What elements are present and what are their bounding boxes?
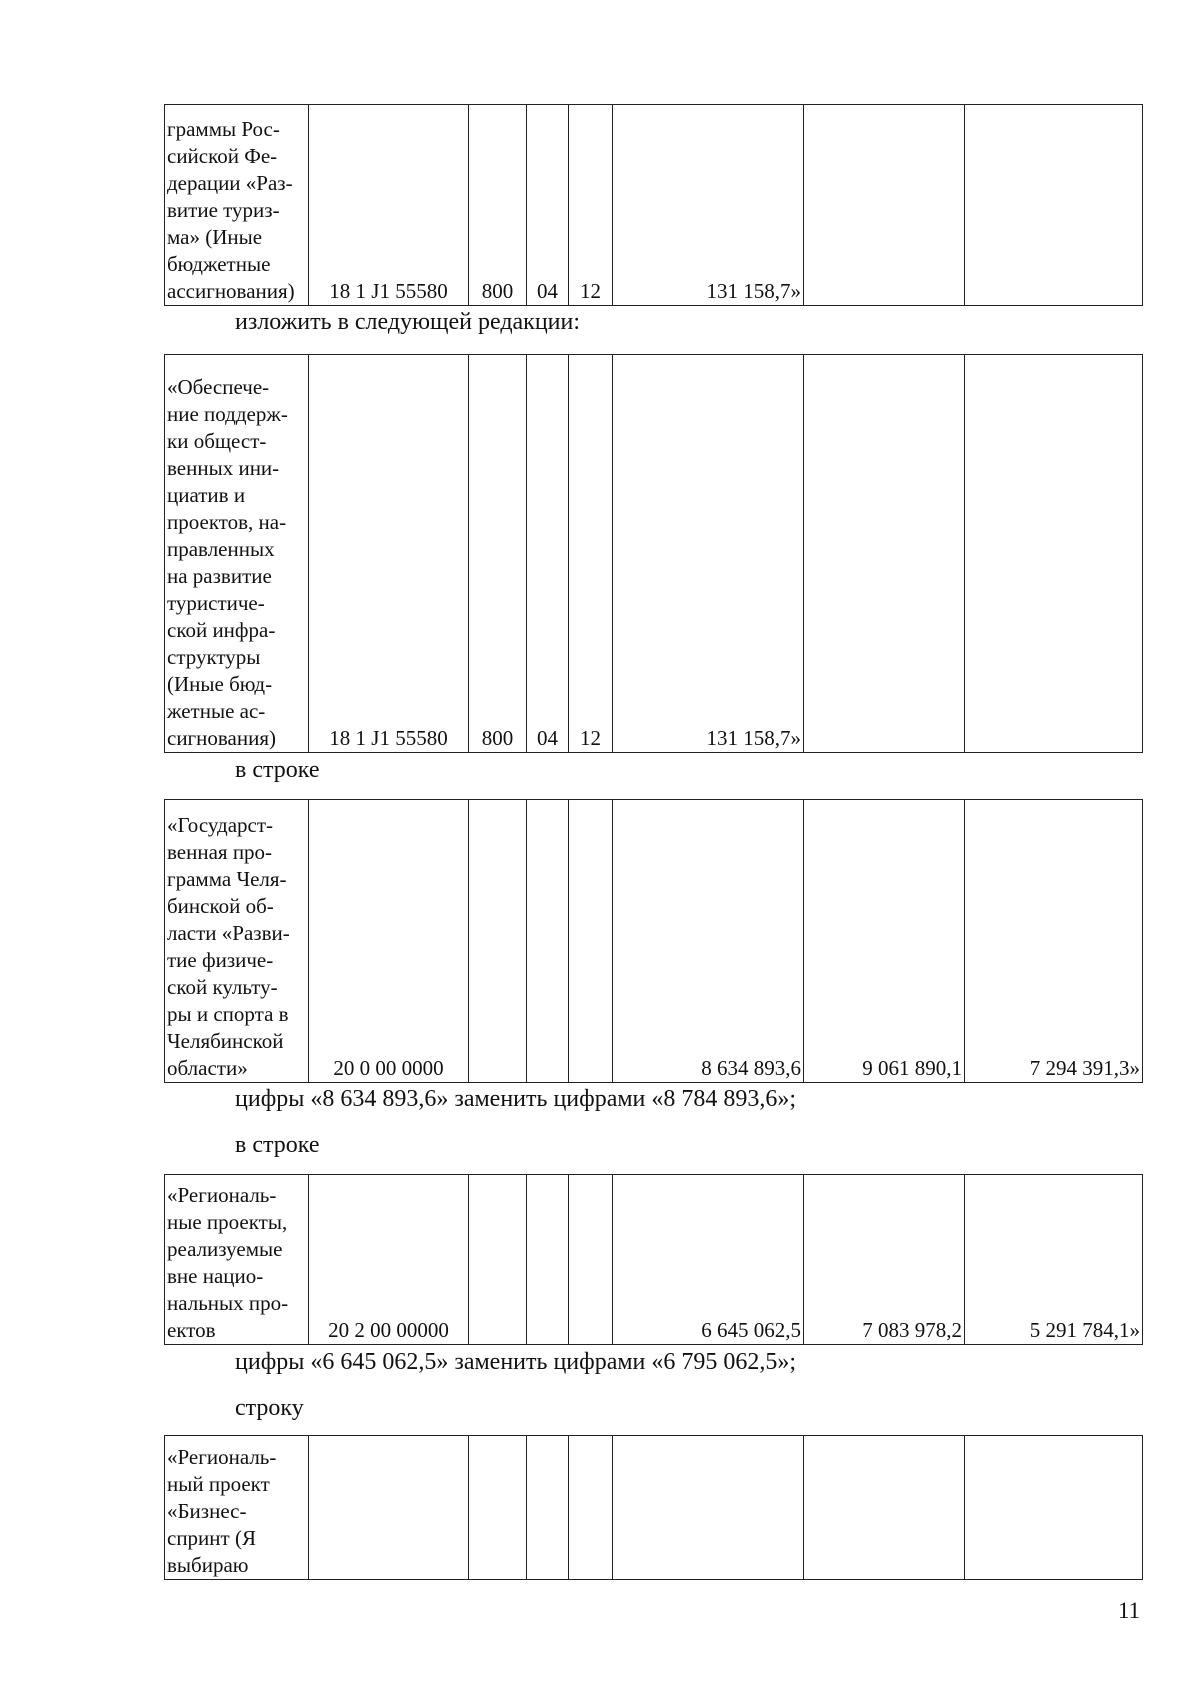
name-line: грамма Челя- [167,867,287,891]
subsection-cell: 12 [569,105,613,306]
name-line: сийской Фе- [167,144,278,168]
expense-type-cell [469,1175,527,1345]
name-line: ки общест- [167,429,267,453]
section-cell: 04 [527,105,569,306]
name-line: вне нацио- [167,1264,264,1288]
sum-year3-cell [965,1436,1143,1580]
name-line: ласти «Разви- [167,921,290,945]
sum-year1-cell: 131 158,7» [613,105,804,306]
name-line: ской культу- [167,975,278,999]
name-line: ние поддерж- [167,402,288,426]
expense-type-cell: 800 [469,355,527,753]
name-line: Челябинской [167,1029,284,1053]
sum-year3-cell: 5 291 784,1» [965,1175,1143,1345]
name-line: ные проекты, [167,1210,288,1234]
expense-type-cell [469,800,527,1083]
name-line: выбираю [167,1553,249,1577]
target-code-cell: 18 1 J1 55580 [309,355,469,753]
subsection-cell [569,1436,613,1580]
name-line: дерации «Раз- [167,171,293,195]
target-code-cell: 18 1 J1 55580 [309,105,469,306]
name-line: области» [167,1056,248,1080]
table-row-sport-program [164,799,1143,1083]
instruction-text: в строке [235,1132,320,1158]
section-cell [527,1436,569,1580]
instruction-text: цифры «6 645 062,5» заменить цифрами «6 795 062,5»; [235,1349,797,1375]
name-line: жетные ас- [167,699,266,723]
name-line: бинской об- [167,894,274,918]
page-number: 11 [1118,1598,1141,1623]
sum-year3-cell: 7 294 391,3» [965,800,1143,1083]
subsection-cell: 12 [569,355,613,753]
name-line: ма» (Иные [167,225,263,249]
sum-year2-cell [804,105,965,306]
name-line: ры и спорта в [167,1002,289,1026]
instruction-text: цифры «8 634 893,6» заменить цифрами «8 784 893,6»; [235,1086,797,1112]
sum-year3-cell [965,355,1143,753]
name-line: ассигнования) [167,279,295,303]
row-name-cell [165,1175,309,1345]
name-line: туристиче- [167,591,265,615]
sum-year2-cell [804,355,965,753]
table-row-tourism [164,104,1143,306]
section-cell: 04 [527,355,569,753]
instruction-text: в строке [235,757,320,783]
name-line: нальных про- [167,1291,289,1315]
expense-type-cell: 800 [469,105,527,306]
name-line: на развитие [167,564,272,588]
sum-year1-cell: 6 645 062,5 [613,1175,804,1345]
name-line: тие физиче- [167,948,274,972]
name-line: венных ини- [167,456,280,480]
section-cell [527,800,569,1083]
name-line: «Бизнес- [167,1499,247,1523]
row-name-cell [165,1436,309,1580]
name-line: структуры [167,645,261,669]
name-line: венная про- [167,840,273,864]
name-line: «Региональ- [167,1445,277,1469]
name-line: спринт (Я [167,1526,256,1550]
row-name-cell [165,800,309,1083]
name-line: «Обеспече- [167,375,270,399]
sum-year2-cell: 9 061 890,1 [804,800,965,1083]
name-line: граммы Рос- [167,117,280,141]
name-line: правленных [167,537,275,561]
name-line: витие туриз- [167,198,280,222]
sum-year1-cell: 8 634 893,6 [613,800,804,1083]
table-row-initiatives [164,354,1143,753]
name-line: циатив и [167,483,246,507]
instruction-text: изложить в следующей редакции: [235,309,581,335]
expense-type-cell [469,1436,527,1580]
name-line: «Региональ- [167,1183,277,1207]
section-cell [527,1175,569,1345]
name-line: реализуемые [167,1237,283,1261]
row-name-cell [165,355,309,753]
sum-year1-cell: 131 158,7» [613,355,804,753]
subsection-cell [569,1175,613,1345]
name-line: бюджетные [167,252,271,276]
sum-year3-cell [965,105,1143,306]
name-line: ской инфра- [167,618,276,642]
sum-year2-cell: 7 083 978,2 [804,1175,965,1345]
name-line: «Государст- [167,813,274,837]
target-code-cell: 20 0 00 0000 [309,800,469,1083]
row-name-cell [165,105,309,306]
table-row-business-sprint [164,1435,1143,1580]
sum-year1-cell [613,1436,804,1580]
name-line: ектов [167,1318,216,1342]
sum-year2-cell [804,1436,965,1580]
table-row-regional-projects [164,1174,1143,1345]
name-line: проектов, на- [167,510,287,534]
name-line: сигнования) [167,726,276,750]
subsection-cell [569,800,613,1083]
name-line: (Иные бюд- [167,672,273,696]
target-code-cell [309,1436,469,1580]
instruction-text: строку [235,1395,304,1421]
target-code-cell: 20 2 00 00000 [309,1175,469,1345]
name-line: ный проект [167,1472,270,1496]
